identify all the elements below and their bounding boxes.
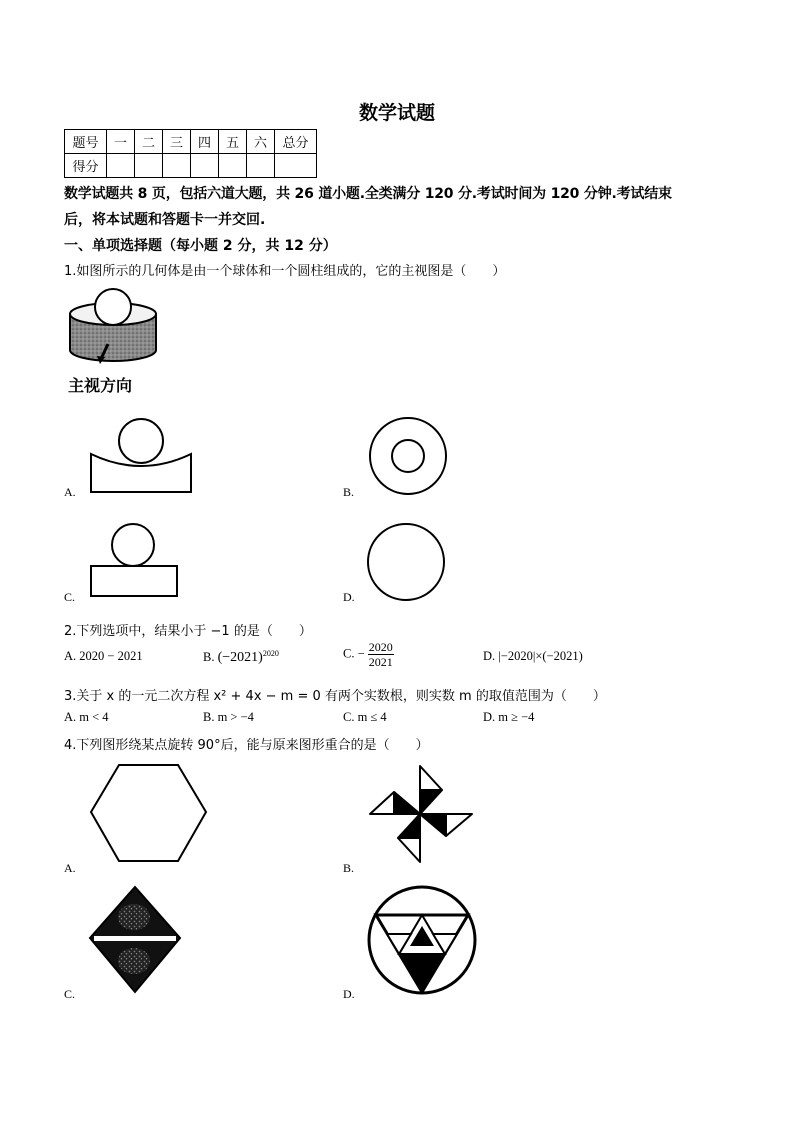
q1-option-b-label[interactable]: B. bbox=[343, 485, 355, 499]
question-3-text: 3.关于 x 的一元二次方程 x² + 4x − m = 0 有两个实数根，则实数 m 的取值范围为（ ） bbox=[64, 689, 606, 704]
q4-option-b-pinwheel bbox=[368, 762, 478, 866]
q2-option-c[interactable] bbox=[343, 640, 394, 669]
q3-option-b[interactable]: B. m > −4 bbox=[203, 710, 254, 724]
q2-option-c-label: C. − bbox=[343, 646, 365, 661]
q2-option-b-exponent: 2020 bbox=[262, 649, 279, 658]
q2-option-c-numerator: 2020 bbox=[368, 640, 393, 654]
score-input-cell bbox=[135, 154, 163, 178]
section-heading: 一、单项选择题（每小题 2 分，共 12 分） bbox=[64, 238, 337, 254]
score-table-cell: 五 bbox=[219, 130, 247, 154]
q4-option-d-label[interactable]: D. bbox=[343, 987, 355, 1001]
q3-option-c[interactable]: C. m ≤ 4 bbox=[343, 710, 387, 724]
score-table-cell: 得分 bbox=[65, 154, 107, 178]
q3-option-d[interactable]: D. m ≥ −4 bbox=[483, 710, 535, 724]
q1-option-d-figure bbox=[366, 522, 448, 604]
question-2-text: 2.下列选项中，结果小于 −1 的是（ ） bbox=[64, 624, 312, 639]
page-title: 数学试题 bbox=[358, 102, 435, 124]
q2-option-c-denominator: 2021 bbox=[368, 655, 393, 669]
score-input-cell bbox=[219, 154, 247, 178]
q1-solid-figure bbox=[64, 284, 164, 364]
q4-option-a-hexagon bbox=[88, 762, 210, 866]
score-table-cell: 四 bbox=[191, 130, 219, 154]
score-table-header-row bbox=[65, 130, 317, 154]
score-table-cell: 三 bbox=[163, 130, 191, 154]
question-1-text: 1.如图所示的几何体是由一个球体和一个圆柱组成的，它的主视图是（ ） bbox=[64, 264, 506, 279]
score-input-cell bbox=[163, 154, 191, 178]
score-table-cell: 二 bbox=[135, 130, 163, 154]
score-table-cell: 题号 bbox=[65, 130, 107, 154]
q4-option-c-diamond bbox=[88, 885, 182, 995]
q2-option-b[interactable] bbox=[203, 649, 279, 666]
question-4-text: 4.下列图形绕某点旋转 90°后，能与原来图形重合的是（ ） bbox=[64, 738, 429, 753]
intro-line-2: 后，将本试题和答题卡一并交回. bbox=[64, 212, 266, 228]
intro-line-1: 数学试题共 8 页，包括六道大题，共 26 道小题.全类满分 120 分.考试时间为 120 分钟.考试结束 bbox=[64, 186, 672, 202]
score-table-cell: 一 bbox=[107, 130, 135, 154]
q1-option-d-label[interactable]: D. bbox=[343, 590, 355, 604]
q2-option-b-base: (−2021) bbox=[217, 650, 263, 666]
q4-option-d-circle-triangles bbox=[366, 884, 480, 998]
q1-option-c-label[interactable]: C. bbox=[64, 590, 76, 604]
score-input-cell bbox=[247, 154, 275, 178]
view-direction-label: 主视方向 bbox=[68, 376, 133, 395]
q4-option-a-label[interactable]: A. bbox=[64, 861, 76, 875]
score-input-cell bbox=[275, 154, 317, 178]
q2-option-b-label: B. bbox=[203, 650, 215, 665]
q1-option-a-label[interactable]: A. bbox=[64, 485, 76, 499]
score-table-cell: 总分 bbox=[275, 130, 317, 154]
q1-option-c-figure bbox=[88, 520, 180, 600]
q4-option-b-label[interactable]: B. bbox=[343, 861, 355, 875]
q1-option-a-figure bbox=[88, 416, 198, 496]
score-table-score-row bbox=[65, 154, 317, 178]
q2-option-a[interactable]: A. 2020 − 2021 bbox=[64, 649, 143, 663]
q2-option-c-fraction bbox=[368, 640, 394, 669]
score-input-cell bbox=[191, 154, 219, 178]
q1-option-b-figure bbox=[368, 416, 450, 498]
q4-option-c-label[interactable]: C. bbox=[64, 987, 76, 1001]
score-table bbox=[64, 129, 317, 178]
q2-option-d[interactable]: D. |−2020|×(−2021) bbox=[483, 649, 583, 663]
score-input-cell bbox=[107, 154, 135, 178]
q3-option-a[interactable]: A. m < 4 bbox=[64, 710, 109, 724]
score-table-cell: 六 bbox=[247, 130, 275, 154]
